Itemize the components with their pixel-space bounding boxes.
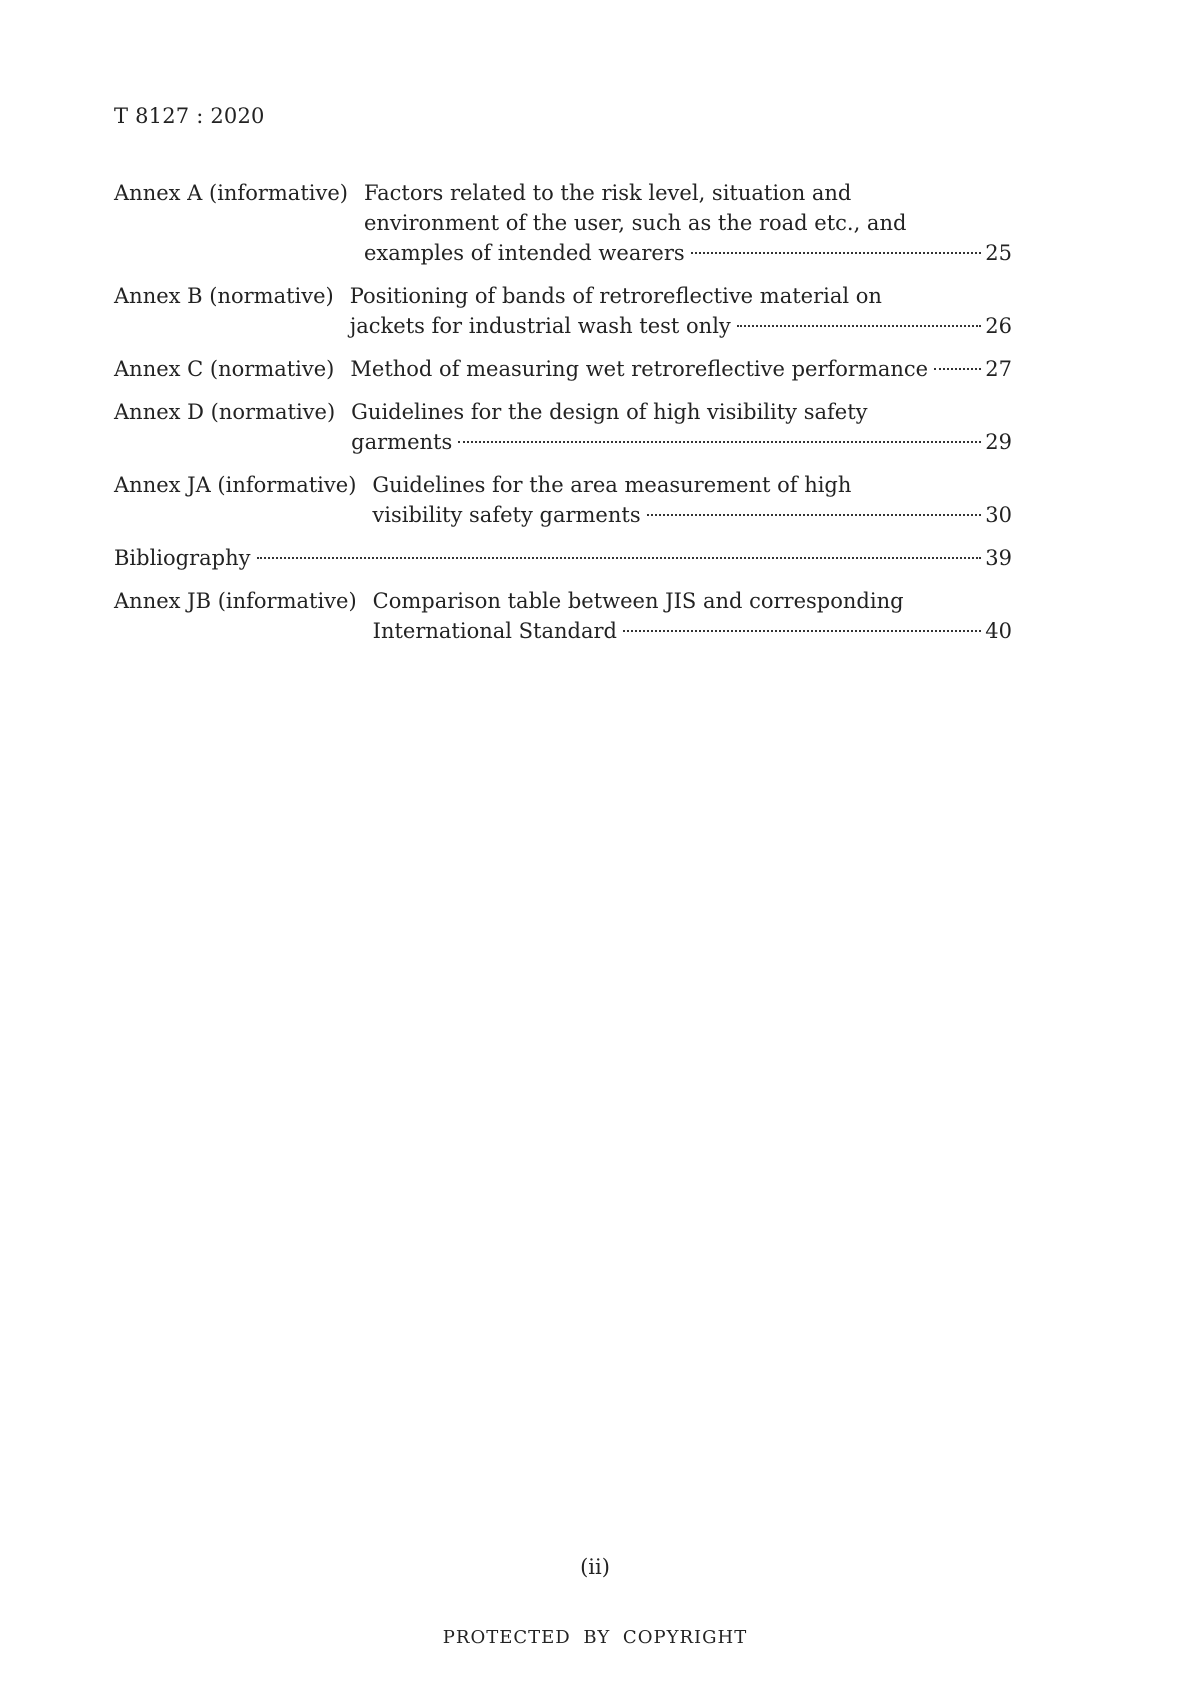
toc-entry-bibliography[interactable] [114, 543, 1012, 573]
toc-entry-label: Annex JB (informative) [114, 589, 357, 613]
toc-entry-page: 29 [985, 430, 1012, 454]
toc-entry-label: Annex B (normative) [114, 284, 334, 308]
toc-entry-title [114, 543, 1012, 573]
toc-dot-leader [257, 556, 982, 559]
toc-entry-label: Annex JA (informative) [114, 473, 357, 497]
toc-entry-page: 25 [985, 241, 1012, 265]
page-number: (ii) [580, 1555, 610, 1579]
toc-entry-line: examples of intended wearers [363, 241, 685, 265]
toc-entry-annex-ja[interactable] [114, 470, 1012, 530]
toc-entry-page: 26 [985, 314, 1012, 338]
toc-dot-leader [458, 440, 981, 443]
toc-entry-title [364, 178, 1012, 268]
toc-entry-annex-d[interactable] [114, 397, 1012, 457]
toc-dot-leader [623, 629, 981, 632]
toc-entry-page: 27 [985, 357, 1012, 381]
toc-entry-title [372, 470, 1012, 530]
toc-entry-line: International Standard [372, 619, 617, 643]
toc-entry-line: Guidelines for the design of high visibility safety [351, 400, 868, 424]
toc-entry-label: Annex A (informative) [114, 181, 348, 205]
toc-entry-line: Method of measuring wet retroreflective performance [350, 357, 929, 381]
toc-entry-title [350, 281, 1012, 341]
toc-entry-line: Positioning of bands of retroreflective material on [349, 284, 882, 308]
toc-dot-leader [647, 513, 982, 516]
toc-entry-annex-jb[interactable] [114, 586, 1012, 646]
toc-entry-line: Comparison table between JIS and corresponding [372, 589, 904, 613]
toc-entry-line: Factors related to the risk level, situation and [363, 181, 852, 205]
toc-entry-line: Bibliography [114, 546, 251, 570]
toc-entry-line: environment of the user, such as the road etc., and [363, 211, 907, 235]
toc-entry-label: Annex D (normative) [114, 400, 336, 424]
toc-entry-annex-a[interactable] [114, 178, 1012, 268]
toc-dot-leader [691, 251, 982, 254]
table-of-contents [114, 178, 1012, 659]
toc-entry-title [350, 354, 1012, 384]
toc-entry-annex-b[interactable] [114, 281, 1012, 341]
toc-dot-leader [737, 324, 981, 327]
toc-entry-line: jackets for industrial wash test only [349, 314, 731, 338]
toc-entry-page: 40 [985, 619, 1012, 643]
toc-dot-leader [934, 367, 981, 370]
toc-entry-page: 30 [985, 503, 1012, 527]
toc-entry-title [373, 586, 1012, 646]
toc-entry-label: Annex C (normative) [114, 357, 335, 381]
toc-entry-page: 39 [985, 546, 1012, 570]
toc-entry-annex-c[interactable] [114, 354, 1012, 384]
toc-entry-line: Guidelines for the area measurement of high [372, 473, 852, 497]
toc-entry-line: garments [351, 430, 453, 454]
copyright-notice: PROTECTED BY COPYRIGHT [442, 1627, 748, 1648]
document-id: T 8127 : 2020 [114, 104, 265, 128]
toc-entry-line: visibility safety garments [372, 503, 641, 527]
toc-entry-title [351, 397, 1012, 457]
